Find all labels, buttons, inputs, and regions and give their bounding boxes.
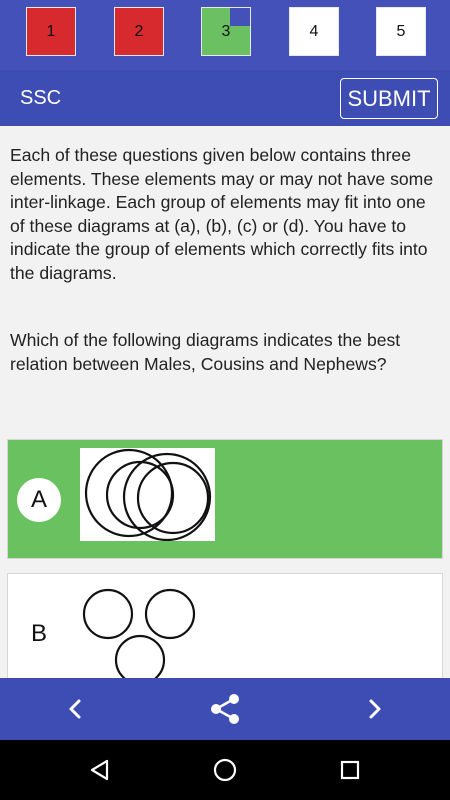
circle-home-icon <box>212 757 238 783</box>
question-number-label: 1 <box>46 22 56 40</box>
current-question-marker <box>230 8 250 26</box>
triangle-back-icon <box>88 758 112 782</box>
previous-question-button[interactable] <box>45 678 105 740</box>
option-b-diagram <box>80 579 210 678</box>
chevron-left-icon <box>65 697 85 721</box>
square-recent-icon <box>338 758 362 782</box>
option-a[interactable] <box>7 439 443 559</box>
submit-button[interactable]: SUBMIT <box>340 78 438 119</box>
chevron-right-icon <box>365 697 385 721</box>
bottom-navigation <box>0 678 450 740</box>
question-number-2[interactable] <box>114 7 164 56</box>
question-content <box>0 126 450 678</box>
question-number-1[interactable] <box>26 7 76 56</box>
option-letter-b: B <box>30 620 47 647</box>
question-number-label: 5 <box>396 22 406 40</box>
option-a-diagram <box>80 448 215 541</box>
system-home-button[interactable] <box>195 740 255 800</box>
question-number-4[interactable] <box>289 7 339 56</box>
option-b[interactable] <box>7 573 443 678</box>
venn-diagram-a <box>80 448 215 541</box>
toolbar-title: SSC <box>20 87 62 109</box>
system-navigation-bar <box>0 740 450 800</box>
question-number-label: 4 <box>309 22 319 40</box>
system-back-button[interactable] <box>70 740 130 800</box>
share-button[interactable] <box>195 678 255 740</box>
share-icon <box>207 691 243 727</box>
question-number-label: 2 <box>134 22 144 40</box>
question-number-5[interactable] <box>376 7 426 56</box>
system-recents-button[interactable] <box>320 740 380 800</box>
question-number-label: 3 <box>221 22 231 40</box>
next-question-button[interactable] <box>345 678 405 740</box>
question-instructions: Each of these questions given below contains three elements. These elements may or may not have some inter-linkage. Each group of elements may fit into one of these diagrams at (a), (b), (c) or (d). You have to indicate the group of elements which correctly fits into the diagrams. <box>10 145 434 283</box>
option-letter-a: A <box>17 478 61 522</box>
question-prompt: Which of the following diagrams indicates the best relation between Males, Cousins and Nephews? <box>10 330 401 374</box>
question-number-strip <box>0 0 450 70</box>
question-number-3[interactable] <box>201 7 251 56</box>
venn-diagram-b <box>80 579 210 678</box>
